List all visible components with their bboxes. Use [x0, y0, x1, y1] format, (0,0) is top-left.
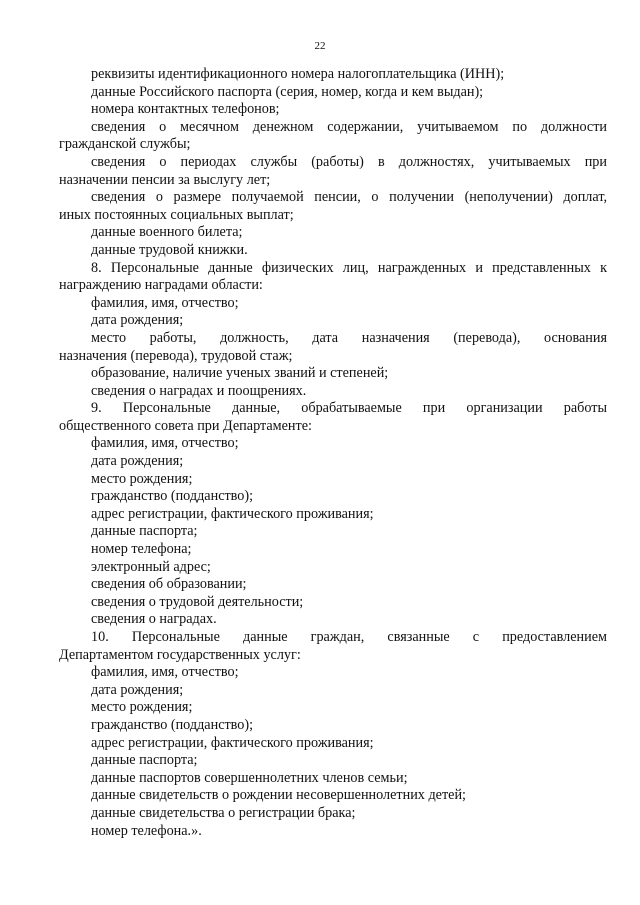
text-line: сведения о наградах и поощрениях. [91, 382, 307, 399]
text-line: данные паспортов совершеннолетних членов семьи; [91, 769, 408, 786]
text-line: электронный адрес; [91, 558, 211, 575]
text-line: назначении пенсии за выслугу лет; [59, 171, 271, 188]
text-line: сведения о трудовой деятельности; [91, 593, 304, 610]
text-line: сведения о периодах службы (работы) в должностях, учитываемых при [91, 153, 607, 170]
text-line: данные паспорта; [91, 523, 198, 540]
page-number: 22 [314, 40, 326, 52]
text-line: иных постоянных социальных выплат; [59, 206, 294, 223]
text-line: данные паспорта; [91, 752, 198, 769]
text-line: фамилия, имя, отчество; [91, 294, 239, 311]
text-line: место работы, должность, дата назначения (перевода), основания [91, 329, 607, 346]
text-line: сведения о наградах. [91, 611, 217, 628]
text-line: образование, наличие ученых званий и степеней; [91, 365, 389, 382]
document-body [59, 66, 607, 840]
text-line: место рождения; [91, 699, 193, 716]
section-heading-8: 8. Персональные данные физических лиц, награжденных и представленных к [91, 259, 607, 276]
text-line: награждению наградами области: [59, 277, 263, 294]
text-line: фамилия, имя, отчество; [91, 435, 239, 452]
text-line: дата рождения; [91, 453, 184, 470]
text-line: адрес регистрации, фактического проживания; [91, 734, 374, 751]
text-line: гражданство (подданство); [91, 488, 254, 505]
text-line: номер телефона; [91, 541, 192, 558]
text-line: гражданство (подданство); [91, 716, 254, 733]
text-line: реквизиты идентификационного номера налогоплательщика (ИНН); [91, 66, 505, 82]
text-line: данные трудовой книжки. [91, 241, 248, 258]
text-line: фамилия, имя, отчество; [91, 664, 239, 681]
section-heading-9: 9. Персональные данные, обрабатываемые при организации работы [91, 400, 607, 417]
text-line: место рождения; [91, 470, 193, 487]
text-line: Департаментом государственных услуг: [59, 646, 301, 663]
text-line: сведения о месячном денежном содержании, учитываемом по должности [91, 118, 607, 135]
text-line: назначения (перевода), трудовой стаж; [59, 347, 293, 364]
text-line: дата рождения; [91, 681, 184, 698]
text-line: номера контактных телефонов; [91, 101, 280, 118]
text-line: сведения о размере получаемой пенсии, о получении (неполучении) доплат, [91, 189, 607, 206]
text-line: данные свидетельства о регистрации брака; [91, 804, 356, 821]
text-line: данные военного билета; [91, 224, 243, 241]
text-line: сведения об образовании; [91, 576, 247, 593]
text-line: номер телефона.». [91, 822, 202, 839]
section-heading-10: 10. Персональные данные граждан, связанные с предоставлением [91, 629, 607, 645]
text-line: общественного совета при Департаменте: [59, 417, 312, 434]
text-line: данные свидетельств о рождении несовершеннолетних детей; [91, 787, 466, 804]
text-line: данные Российского паспорта (серия, номер, когда и кем выдан); [91, 83, 484, 100]
text-line: дата рождения; [91, 312, 184, 329]
text-line: гражданской службы; [59, 136, 191, 153]
text-line: адрес регистрации, фактического проживания; [91, 505, 374, 522]
